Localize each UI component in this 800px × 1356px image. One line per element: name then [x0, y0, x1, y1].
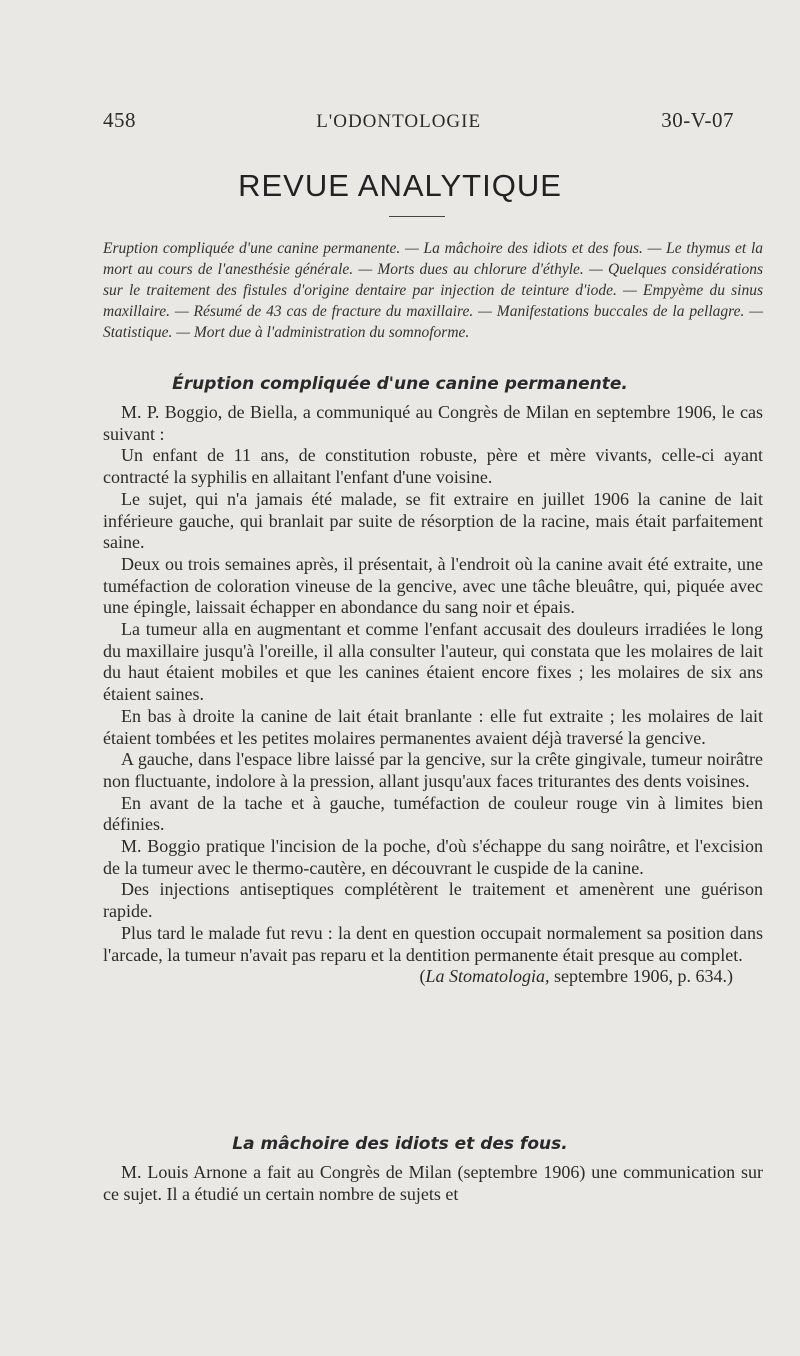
summary-paragraph: Eruption compliquée d'une canine permanente. — La mâchoire des idiots et des fous. — Le thymus et la mort au cours de l'anesthésie générale. — Morts dues au chlorure d'éthyle. — Quelques considérations sur le traitement des fistules d'origine dentaire par injection de teinture d'iode. — Empyème du sinus maxillaire. — Résumé de 43 cas de fracture du maxillaire. — Manifestations buccales de la pellagre. — Statistique. — Mort due à l'administration du somnoforme. — [103, 240, 763, 341]
paragraph: A gauche, dans l'espace libre laissé par la gencive, sur la crête gingivale, tumeur noirâtre non fluctuante, indolore à la pression, allant jusqu'aux faces triturantes des dents voisines. — [103, 749, 763, 791]
section-body-machoire — [103, 1162, 763, 1205]
title-divider — [389, 216, 445, 217]
paragraph: M. P. Boggio, de Biella, a communiqué au Congrès de Milan en septembre 1906, le cas suivant : — [103, 402, 763, 444]
journal-name: L'ODONTOLOGIE — [316, 111, 482, 132]
citation-detail: septembre 1906, p. 634.) — [554, 966, 733, 987]
paragraph: M. Boggio pratique l'incision de la poche, d'où s'échappe du sang noirâtre, et l'excision de la tumeur avec le thermo-cautère, en découvrant le cuspide de la canine. — [103, 836, 763, 878]
paragraph: En avant de la tache et à gauche, tuméfaction de couleur rouge vin à limites bien définies. — [103, 792, 763, 835]
paragraph: M. Louis Arnone a fait au Congrès de Milan (septembre 1906) une communication sur ce sujet. Il a étudié un certain nombre de sujets et — [103, 1162, 763, 1204]
page-number: 458 — [103, 108, 136, 132]
section-body-eruption — [103, 402, 763, 988]
paragraph: Un enfant de 11 ans, de constitution robuste, père et mère vivants, celle-ci ayant contracté la syphilis en allaitant l'enfant d'une voisine. — [103, 445, 763, 488]
paragraph: Des injections antiseptiques complétèrent le traitement et amenèrent une guérison rapide. — [103, 879, 763, 922]
running-header — [103, 108, 734, 133]
paragraph: La tumeur alla en augmentant et comme l'enfant accusait des douleurs irradiées le long du maxillaire jusqu'à l'oreille, il alla consulter l'auteur, qui constata que les molaires de lait du haut étaient mobiles et que les canines étaient encore fixes ; les molaires de six ans étaient saines. — [103, 619, 763, 705]
page-title: REVUE ANALYTIQUE — [238, 168, 562, 203]
citation: (La Stomatologia, septembre 1906, p. 634.) — [419, 966, 733, 987]
paragraph: En bas à droite la canine de lait était branlante : elle fut extraite ; les molaires de lait étaient tombées et les petites molaires permanentes avaient déjà traversé la gencive. — [103, 705, 763, 748]
paragraph: Le sujet, qui n'a jamais été malade, se fit extraire en juillet 1906 la canine de lait inférieure gauche, qui branlait par suite de résorption de la racine, mais était parfaitement saine. — [103, 488, 763, 553]
section-title-eruption: Éruption compliquée d'une canine permanente. — [172, 374, 628, 394]
section-title-machoire: La mâchoire des idiots et des fous. — [232, 1134, 568, 1154]
issue-date: 30-V-07 — [661, 108, 734, 132]
paragraph: Deux ou trois semaines après, il présentait, à l'endroit où la canine avait été extraite, une tuméfaction de coloration vineuse de la gencive, avec une tâche bleuâtre, qui, piquée avec une épingle, laissait échapper en abondance du sang noir et épais. — [103, 553, 763, 618]
paragraph: Plus tard le malade fut revu : la dent en question occupait normalement sa position dans l'arcade, la tumeur n'avait pas reparu et la dentition permanente était presque au complet. — [103, 922, 763, 965]
citation-source: La Stomatologia, — [425, 966, 550, 987]
